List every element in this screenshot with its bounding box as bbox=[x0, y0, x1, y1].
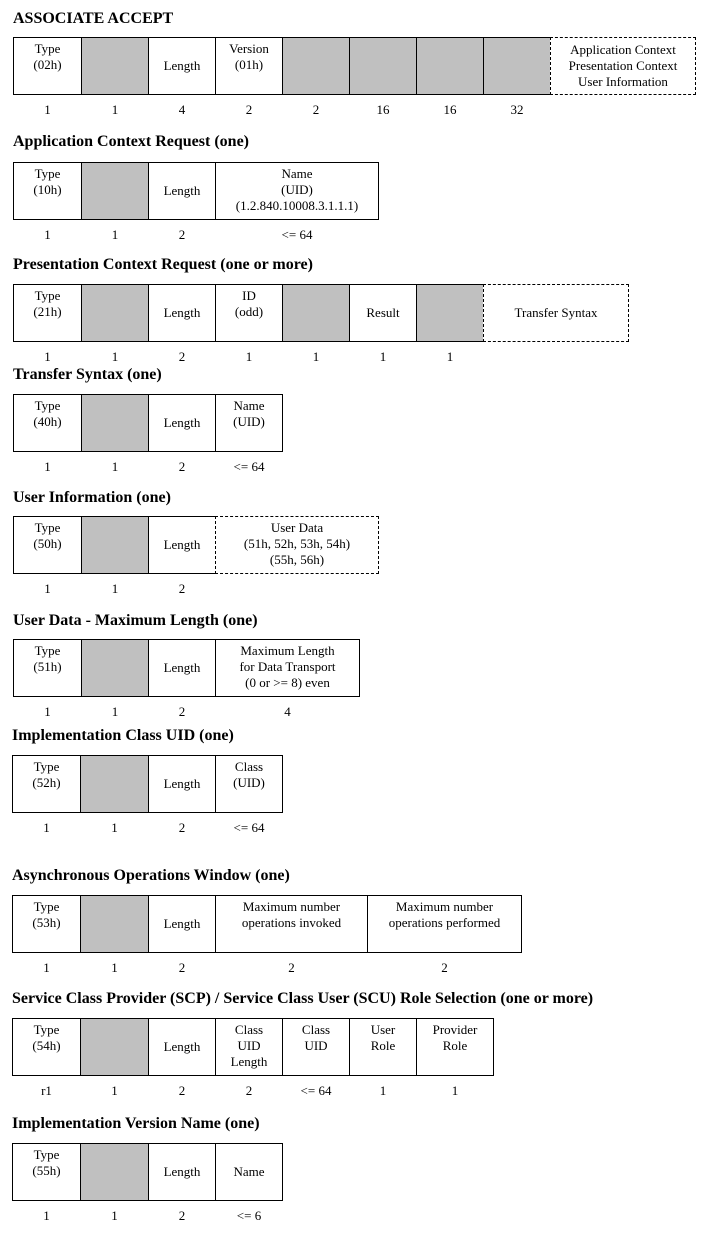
field-name bbox=[215, 394, 283, 452]
field-size-label: 1 bbox=[44, 349, 51, 364]
field-size-label: 2 bbox=[178, 459, 186, 474]
field-size-label: 1 bbox=[451, 1083, 459, 1098]
field-size-label: 2 bbox=[245, 102, 253, 117]
field-label-line: Provider bbox=[432, 1022, 478, 1037]
reserved-field bbox=[80, 1018, 149, 1076]
field-label-line: Type bbox=[33, 1147, 60, 1162]
field-size-label: <= 6 bbox=[236, 1208, 262, 1223]
field-length bbox=[148, 394, 216, 452]
nested-items-field bbox=[483, 284, 629, 342]
field-label-line: Length bbox=[163, 1039, 201, 1054]
field-user bbox=[349, 1018, 417, 1076]
field-size-label: 1 bbox=[44, 459, 51, 474]
field-size-label: 1 bbox=[111, 960, 118, 975]
field-label-line: Maximum number bbox=[242, 899, 341, 914]
field-label-line: (1.2.840.10008.3.1.1.1) bbox=[235, 198, 359, 213]
field-label-line: Type bbox=[34, 643, 61, 658]
field-label-line: (UID) bbox=[233, 775, 265, 790]
nested-items-field bbox=[550, 37, 696, 95]
field-size-label: 2 bbox=[178, 1083, 186, 1098]
field-maximum-number bbox=[215, 895, 368, 953]
reserved-field bbox=[80, 755, 149, 813]
reserved-field bbox=[282, 37, 350, 95]
field-size-label: 16 bbox=[443, 102, 457, 117]
field-label-line: UID bbox=[237, 1038, 261, 1053]
field-label-line: (55h) bbox=[32, 1163, 61, 1178]
field-label-line: Presentation Context bbox=[568, 58, 678, 73]
field-length bbox=[148, 37, 216, 95]
section-title-service-class-provider-scp-service-class-user-scu-role-selection-one-or-more: Service Class Provider (SCP) / Service Class User (SCU) Role Selection (one or more) bbox=[12, 990, 594, 1007]
field-label-line: Version bbox=[229, 41, 269, 56]
reserved-field bbox=[416, 37, 484, 95]
section-title-user-data-maximum-length-one: User Data - Maximum Length (one) bbox=[13, 612, 258, 629]
field-label-line: (40h) bbox=[33, 414, 62, 429]
field-label-line: Result bbox=[366, 305, 400, 320]
field-label-line: Name bbox=[281, 166, 313, 181]
field-size-label: 2 bbox=[178, 349, 186, 364]
field-label-line: Class bbox=[234, 759, 264, 774]
field-size-label: 2 bbox=[245, 1083, 253, 1098]
field-type bbox=[13, 284, 82, 342]
field-size-label: 2 bbox=[178, 1208, 186, 1223]
field-type bbox=[13, 516, 82, 574]
field-label-line: (50h) bbox=[33, 536, 62, 551]
field-label-line: UID bbox=[304, 1038, 328, 1053]
field-label-line: Length bbox=[163, 1164, 201, 1179]
field-size-label: 1 bbox=[111, 1208, 118, 1223]
field-label-line: Type bbox=[34, 520, 61, 535]
field-name bbox=[215, 162, 379, 220]
field-label-line: User Information bbox=[578, 74, 668, 89]
field-size-label: <= 64 bbox=[233, 820, 265, 835]
reserved-field bbox=[282, 284, 350, 342]
field-size-label: 1 bbox=[446, 349, 454, 364]
reserved-field bbox=[81, 516, 149, 574]
reserved-field bbox=[81, 162, 149, 220]
field-size-label: <= 64 bbox=[281, 227, 313, 242]
field-label-line: ID bbox=[242, 288, 256, 303]
field-label-line: (53h) bbox=[32, 915, 61, 930]
field-label-line: (02h) bbox=[33, 57, 62, 72]
field-maximum-length bbox=[215, 639, 360, 697]
field-label-line: Class bbox=[234, 1022, 264, 1037]
field-label-line: (odd) bbox=[234, 304, 264, 319]
field-label-line: Type bbox=[34, 398, 61, 413]
field-size-label: 2 bbox=[178, 820, 186, 835]
field-label-line: (10h) bbox=[33, 182, 62, 197]
field-size-label: 4 bbox=[178, 102, 186, 117]
field-label-line: (51h) bbox=[33, 659, 62, 674]
field-label-line: Name bbox=[233, 398, 265, 413]
field-size-label: 1 bbox=[44, 704, 51, 719]
field-size-label: 1 bbox=[44, 581, 51, 596]
field-size-label: 1 bbox=[111, 820, 118, 835]
field-type bbox=[12, 755, 81, 813]
nested-items-field bbox=[215, 516, 379, 574]
reserved-field bbox=[416, 284, 484, 342]
reserved-field bbox=[81, 37, 149, 95]
field-label-line: for Data Transport bbox=[239, 659, 336, 674]
field-label-line: Maximum Length bbox=[240, 643, 335, 658]
field-label-line: (52h) bbox=[32, 775, 61, 790]
field-label-line: Length bbox=[163, 916, 201, 931]
field-label-line: Role bbox=[370, 1038, 396, 1053]
field-size-label: 1 bbox=[111, 227, 119, 242]
section-title-asynchronous-operations-window-one: Asynchronous Operations Window (one) bbox=[12, 867, 290, 884]
field-label-line: Name bbox=[233, 1164, 265, 1179]
field-label-line: Transfer Syntax bbox=[514, 305, 598, 320]
field-size-label: 1 bbox=[111, 459, 119, 474]
field-name bbox=[215, 1143, 283, 1201]
field-provider bbox=[416, 1018, 494, 1076]
field-size-label: 1 bbox=[312, 349, 320, 364]
field-size-label: 2 bbox=[312, 102, 320, 117]
field-size-label: 2 bbox=[178, 581, 186, 596]
reserved-field bbox=[80, 895, 149, 953]
field-label-line: (55h, 56h) bbox=[269, 552, 325, 567]
field-label-line: (0 or >= 8) even bbox=[245, 675, 330, 690]
field-label-line: Length bbox=[163, 660, 201, 675]
field-type bbox=[13, 37, 82, 95]
field-size-label: 32 bbox=[510, 102, 524, 117]
field-size-label: 1 bbox=[43, 1208, 50, 1223]
field-size-label: 2 bbox=[178, 960, 186, 975]
field-size-label: 2 bbox=[178, 704, 186, 719]
section-title-associate-accept: ASSOCIATE ACCEPT bbox=[13, 10, 174, 27]
field-label-line: (UID) bbox=[281, 182, 313, 197]
field-class bbox=[282, 1018, 350, 1076]
field-label-line: Maximum number bbox=[395, 899, 494, 914]
field-size-label: 1 bbox=[44, 227, 51, 242]
field-size-label: 1 bbox=[43, 820, 50, 835]
field-result bbox=[349, 284, 417, 342]
field-length bbox=[148, 284, 216, 342]
field-size-label: 4 bbox=[284, 704, 291, 719]
field-size-label: 1 bbox=[245, 349, 253, 364]
section-title-transfer-syntax-one: Transfer Syntax (one) bbox=[13, 366, 162, 383]
field-label-line: Length bbox=[163, 183, 201, 198]
reserved-field bbox=[81, 639, 149, 697]
reserved-field bbox=[81, 394, 149, 452]
field-label-line: Length bbox=[163, 415, 201, 430]
field-length bbox=[148, 162, 216, 220]
section-title-application-context-request-one: Application Context Request (one) bbox=[13, 133, 249, 150]
field-size-label: 1 bbox=[111, 704, 119, 719]
field-size-label: 2 bbox=[288, 960, 295, 975]
field-label-line: Type bbox=[33, 899, 60, 914]
field-size-label: 2 bbox=[178, 227, 186, 242]
section-title-implementation-class-uid-one: Implementation Class UID (one) bbox=[12, 727, 234, 744]
field-label-line: Type bbox=[33, 1022, 60, 1037]
field-size-label: <= 64 bbox=[233, 459, 265, 474]
field-label-line: (UID) bbox=[233, 414, 265, 429]
field-length bbox=[148, 755, 216, 813]
field-label-line: Type bbox=[34, 288, 61, 303]
field-id bbox=[215, 284, 283, 342]
section-title-user-information-one: User Information (one) bbox=[13, 489, 171, 506]
reserved-field bbox=[80, 1143, 149, 1201]
field-label-line: Length bbox=[163, 776, 201, 791]
field-size-label: 16 bbox=[376, 102, 390, 117]
reserved-field bbox=[349, 37, 417, 95]
field-size-label: 1 bbox=[111, 102, 119, 117]
field-size-label: r1 bbox=[41, 1083, 52, 1098]
field-length bbox=[148, 895, 216, 953]
field-length bbox=[148, 1018, 216, 1076]
field-size-label: 1 bbox=[44, 102, 51, 117]
field-class bbox=[215, 755, 283, 813]
field-label-line: operations invoked bbox=[241, 915, 342, 930]
field-type bbox=[13, 639, 82, 697]
field-size-label: 1 bbox=[43, 960, 50, 975]
field-label-line: Length bbox=[163, 537, 201, 552]
field-type bbox=[13, 162, 82, 220]
field-size-label: 2 bbox=[441, 960, 448, 975]
field-size-label: <= 64 bbox=[300, 1083, 332, 1098]
field-version bbox=[215, 37, 283, 95]
field-label-line: Application Context bbox=[570, 42, 676, 57]
field-length bbox=[148, 516, 216, 574]
field-maximum-number bbox=[367, 895, 522, 953]
reserved-field bbox=[81, 284, 149, 342]
field-size-label: 1 bbox=[379, 349, 387, 364]
field-label-line: operations performed bbox=[388, 915, 501, 930]
field-label-line: Type bbox=[34, 41, 61, 56]
field-type bbox=[13, 394, 82, 452]
reserved-field bbox=[483, 37, 551, 95]
field-size-label: 1 bbox=[111, 581, 119, 596]
field-type bbox=[12, 1143, 81, 1201]
field-size-label: 1 bbox=[379, 1083, 387, 1098]
field-label-line: (21h) bbox=[33, 304, 62, 319]
field-label-line: (01h) bbox=[234, 57, 264, 72]
field-length bbox=[148, 639, 216, 697]
field-label-line: (54h) bbox=[32, 1038, 61, 1053]
field-label-line: Length bbox=[163, 305, 201, 320]
field-size-label: 1 bbox=[111, 1083, 118, 1098]
field-label-line: (51h, 52h, 53h, 54h) bbox=[243, 536, 351, 551]
field-label-line: Length bbox=[230, 1054, 268, 1069]
field-type bbox=[12, 1018, 81, 1076]
field-size-label: 1 bbox=[111, 349, 119, 364]
field-class bbox=[215, 1018, 283, 1076]
field-label-line: Role bbox=[442, 1038, 468, 1053]
field-label-line: User Data bbox=[270, 520, 324, 535]
field-label-line: Type bbox=[34, 166, 61, 181]
field-type bbox=[12, 895, 81, 953]
field-label-line: Length bbox=[163, 58, 201, 73]
section-title-presentation-context-request-one-or-more: Presentation Context Request (one or more) bbox=[13, 256, 313, 273]
field-label-line: Type bbox=[33, 759, 60, 774]
field-label-line: User bbox=[370, 1022, 396, 1037]
field-label-line: Class bbox=[301, 1022, 331, 1037]
section-title-implementation-version-name-one: Implementation Version Name (one) bbox=[12, 1115, 260, 1132]
field-length bbox=[148, 1143, 216, 1201]
